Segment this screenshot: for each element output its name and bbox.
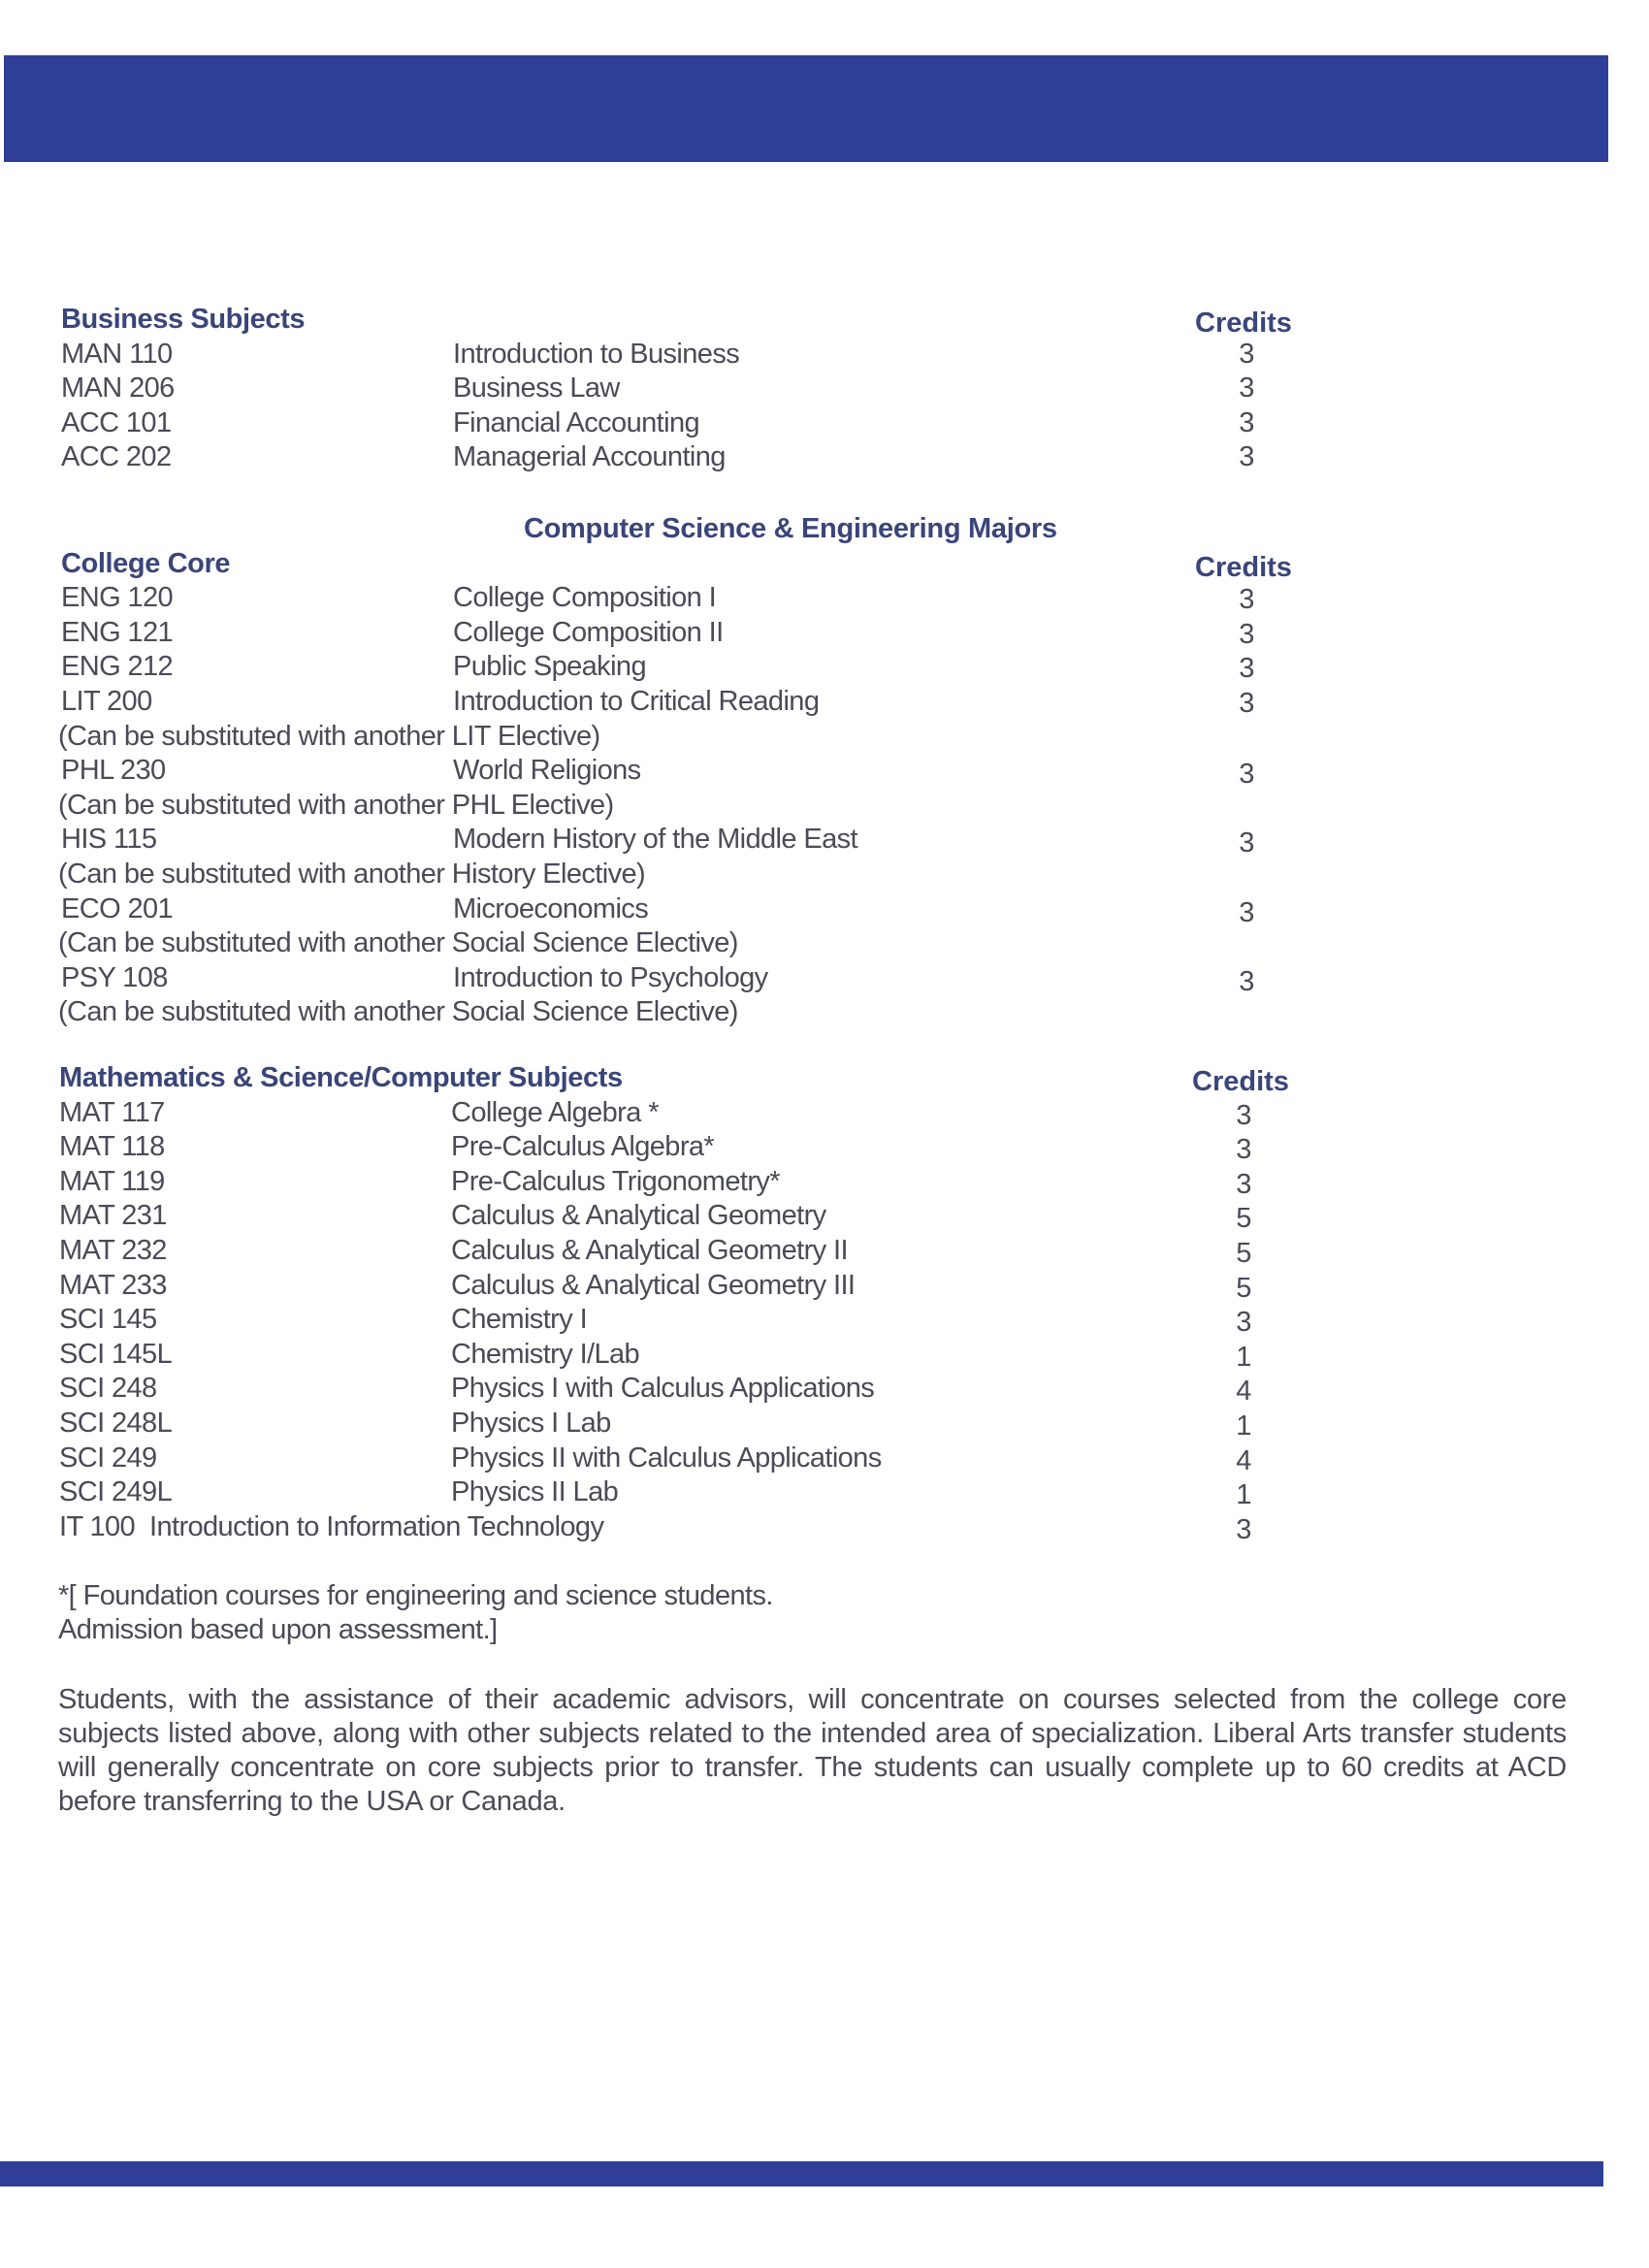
course-title: Financial Accounting — [453, 406, 699, 438]
course-code: ENG 121 — [61, 616, 174, 648]
substitution-note — [0, 789, 1649, 824]
course-row — [0, 892, 1649, 927]
course-title: Physics II with Calculus Applications — [451, 1442, 882, 1474]
course-title: Introduction to Psychology — [453, 961, 768, 993]
course-credits: 3 — [1236, 1307, 1251, 1339]
section-heading: Business Subjects — [61, 304, 306, 335]
course-title: Calculus & Analytical Geometry — [451, 1200, 826, 1232]
credits-column-header: Credits — [1192, 1066, 1289, 1097]
section-heading: Mathematics & Science/Computer Subjects — [59, 1062, 623, 1093]
course-credits: 1 — [1236, 1479, 1251, 1511]
course-code: MAT 117 — [59, 1096, 165, 1128]
course-credits: 3 — [1239, 687, 1254, 719]
course-code: SCI 145L — [59, 1338, 173, 1370]
note-text: (Can be substituted with another Social Science Elective) — [58, 927, 738, 959]
course-title: Pre-Calculus Trigonometry* — [451, 1165, 780, 1197]
course-row — [0, 372, 1649, 406]
course-title: Introduction to Critical Reading — [453, 685, 820, 717]
course-row — [0, 1096, 1649, 1131]
course-title: Physics I with Calculus Applications — [451, 1373, 875, 1405]
course-credits: 3 — [1236, 1134, 1251, 1166]
course-row — [0, 823, 1649, 858]
course-row — [0, 1510, 1649, 1545]
course-credits: 3 — [1236, 1099, 1251, 1131]
foundation-footnote — [58, 1579, 773, 1647]
course-title: Physics I Lab — [451, 1407, 611, 1439]
course-title: Calculus & Analytical Geometry II — [451, 1234, 848, 1266]
course-title: Microeconomics — [453, 892, 649, 924]
course-row — [0, 440, 1649, 475]
course-credits: 3 — [1239, 896, 1254, 928]
course-title: World Religions — [453, 755, 641, 787]
it-course-text: IT 100 Introduction to Information Technology — [59, 1510, 604, 1542]
course-credits: 4 — [1236, 1444, 1251, 1476]
course-row — [0, 1269, 1649, 1304]
course-credits: 3 — [1239, 653, 1254, 685]
course-code: PSY 108 — [61, 961, 168, 993]
credits-column-header: Credits — [1195, 551, 1292, 583]
course-credits: 5 — [1236, 1203, 1251, 1235]
course-credits: 3 — [1239, 338, 1254, 370]
math-science-section — [0, 1061, 1649, 1544]
course-code: SCI 249L — [59, 1476, 173, 1508]
course-title: Introduction to Business — [453, 338, 740, 370]
course-row — [0, 1165, 1649, 1200]
course-row — [0, 961, 1649, 996]
advising-paragraph: Students, with the assistance of their academic advisors, will concentrate on courses selected from the college core subjects listed above, along with other subjects related to the intended area of specialization. Liberal Arts transfer students will generally concentrate on core subjects prior to transfer. The students can usually complete up to 60 credits at ACD before transferring to the USA or Canada. — [58, 1684, 1567, 1817]
course-row — [0, 616, 1649, 651]
course-credits: 4 — [1236, 1376, 1251, 1408]
course-row — [0, 1199, 1649, 1234]
course-credits: 3 — [1239, 584, 1254, 616]
course-code: SCI 248 — [59, 1373, 157, 1405]
course-title: College Algebra * — [451, 1096, 659, 1128]
header-band — [4, 55, 1608, 162]
course-row — [0, 406, 1649, 441]
cse-majors-section — [0, 512, 1649, 1030]
substitution-note — [0, 995, 1649, 1030]
course-code: ECO 201 — [61, 892, 174, 924]
substitution-note — [0, 720, 1649, 755]
note-text: (Can be substituted with another LIT Elective) — [58, 720, 600, 752]
course-title: Chemistry I — [451, 1304, 588, 1336]
course-code: MAT 119 — [59, 1165, 165, 1197]
course-row — [0, 1372, 1649, 1407]
course-row — [0, 1130, 1649, 1165]
course-title: Managerial Accounting — [453, 441, 726, 473]
footnote-line: Admission based upon assessment.] — [58, 1614, 498, 1645]
substitution-note — [0, 858, 1649, 892]
course-credits: 3 — [1239, 441, 1254, 473]
college-core-heading-row — [0, 547, 1649, 582]
course-code: SCI 249 — [59, 1442, 157, 1474]
course-code: ACC 202 — [61, 441, 172, 473]
course-row — [0, 1338, 1649, 1373]
course-row — [0, 1442, 1649, 1476]
note-text: (Can be substituted with another History Elective) — [58, 858, 646, 890]
course-credits: 1 — [1236, 1409, 1251, 1442]
course-code: MAT 232 — [59, 1234, 167, 1266]
course-credits: 1 — [1236, 1341, 1251, 1373]
note-text: (Can be substituted with another Social Science Elective) — [58, 996, 738, 1028]
course-credits: 3 — [1239, 373, 1254, 405]
course-row — [0, 1407, 1649, 1442]
footer-band — [0, 2161, 1603, 2187]
business-subjects-section — [0, 303, 1649, 475]
course-credits: 3 — [1239, 827, 1254, 859]
course-title: Physics II Lab — [451, 1476, 619, 1508]
course-row — [0, 1475, 1649, 1510]
course-title: College Composition I — [453, 582, 717, 614]
course-code: MAN 206 — [61, 373, 175, 405]
course-code: SCI 248L — [59, 1407, 173, 1439]
course-code: MAT 118 — [59, 1131, 165, 1163]
course-row — [0, 1234, 1649, 1269]
course-title: Pre-Calculus Algebra* — [451, 1131, 715, 1163]
course-row — [0, 685, 1649, 720]
footnote-line: *[ Foundation courses for engineering and science students. — [58, 1580, 773, 1611]
credits-column-header: Credits — [1195, 308, 1292, 339]
course-code: LIT 200 — [61, 685, 152, 717]
course-code: SCI 145 — [59, 1304, 157, 1336]
course-code: ENG 120 — [61, 582, 174, 614]
course-credits: 5 — [1236, 1272, 1251, 1304]
course-row — [0, 581, 1649, 616]
course-title: Public Speaking — [453, 651, 646, 683]
substitution-note — [0, 926, 1649, 961]
course-code: MAT 231 — [59, 1200, 167, 1232]
course-code: ACC 101 — [61, 406, 172, 438]
course-code: MAN 110 — [61, 338, 173, 370]
course-credits: 5 — [1236, 1237, 1251, 1269]
course-title: Calculus & Analytical Geometry III — [451, 1269, 856, 1301]
section-heading: College Core — [61, 547, 231, 579]
course-row — [0, 1303, 1649, 1338]
course-title: College Composition II — [453, 616, 724, 648]
major-title: Computer Science & Engineering Majors — [524, 513, 1057, 544]
course-credits: 3 — [1236, 1168, 1251, 1200]
course-title: Chemistry I/Lab — [451, 1338, 640, 1370]
course-row — [0, 650, 1649, 685]
course-code: MAT 233 — [59, 1269, 167, 1301]
course-title: Business Law — [453, 373, 620, 405]
course-credits: 3 — [1236, 1513, 1251, 1545]
course-credits: 3 — [1239, 759, 1254, 791]
course-row — [0, 338, 1649, 373]
course-credits: 3 — [1239, 618, 1254, 650]
course-code: ENG 212 — [61, 651, 174, 683]
course-credits: 3 — [1239, 965, 1254, 997]
course-title: Modern History of the Middle East — [453, 824, 857, 856]
note-text: (Can be substituted with another PHL Elective) — [58, 789, 614, 821]
course-row — [0, 754, 1649, 789]
course-code: HIS 115 — [61, 824, 157, 856]
course-code: PHL 230 — [61, 755, 166, 787]
course-credits: 3 — [1239, 406, 1254, 438]
